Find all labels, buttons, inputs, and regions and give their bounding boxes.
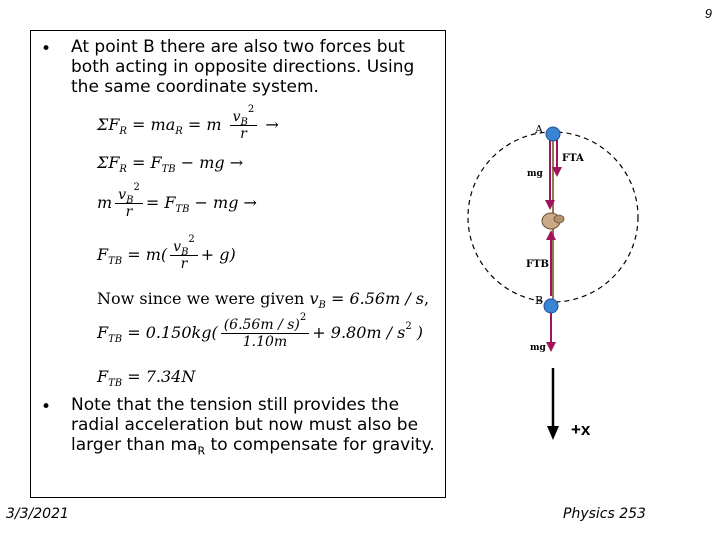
positive-x-axis-arrow — [547, 368, 559, 440]
label-fta: FTA — [562, 153, 584, 164]
note-text-end: to compensate for gravity. — [205, 435, 435, 455]
equation-tension-formula: $F_{TB} = m$( $\frac{v_B^2}{r}$ + g) — [97, 234, 236, 272]
equation-combined: m $\frac{v_B^2}{r}$ = $F_{TB}$ − mg → — [97, 182, 257, 220]
equation-newton-second-law: $\Sigma F_R = ma_R = m$ $\frac{v_B^2}{r}$ → — [97, 104, 279, 142]
equation-net-force: $\Sigma F_R = F_{TB}$ − mg → — [97, 153, 244, 175]
ball-a — [546, 127, 560, 141]
footer-date: 3/3/2021 — [6, 506, 69, 522]
label-a: A — [535, 123, 543, 136]
axis-label-plus-x: +x — [571, 420, 591, 439]
bullet-marker: • — [41, 397, 52, 417]
footer-course: Physics 253 — [563, 506, 646, 522]
bullet-marker: • — [41, 39, 52, 59]
label-ftb: FTB — [526, 259, 549, 270]
page-number: 9 — [704, 6, 712, 21]
label-mg-top: mg — [527, 169, 543, 179]
ball-b — [544, 299, 558, 313]
equation-result: $F_{TB} = 7.34N$ — [97, 367, 196, 389]
note-subscript: R — [197, 444, 206, 458]
label-mg-bottom: mg — [530, 343, 546, 353]
given-text: Now since we were given — [97, 289, 305, 308]
note-text-start: Note that the tension still provides the radial acceleration but now must also be larger than ma — [71, 395, 419, 455]
label-b: B — [535, 294, 544, 307]
equation-given-statement: Now since we were given $v_B = 6.56m / s$, — [97, 289, 430, 311]
pivot-hand-icon — [542, 213, 564, 229]
equation-substitution: $F_{TB} = 0.150kg$( $\frac{(6.56m / s)^2}{1.10m}$ + $9.80m / s^2$ ) — [97, 312, 424, 350]
bullet-text-intro: At point B there are also two forces but both acting in opposite directions. Using the same coordinate system. — [71, 37, 415, 97]
